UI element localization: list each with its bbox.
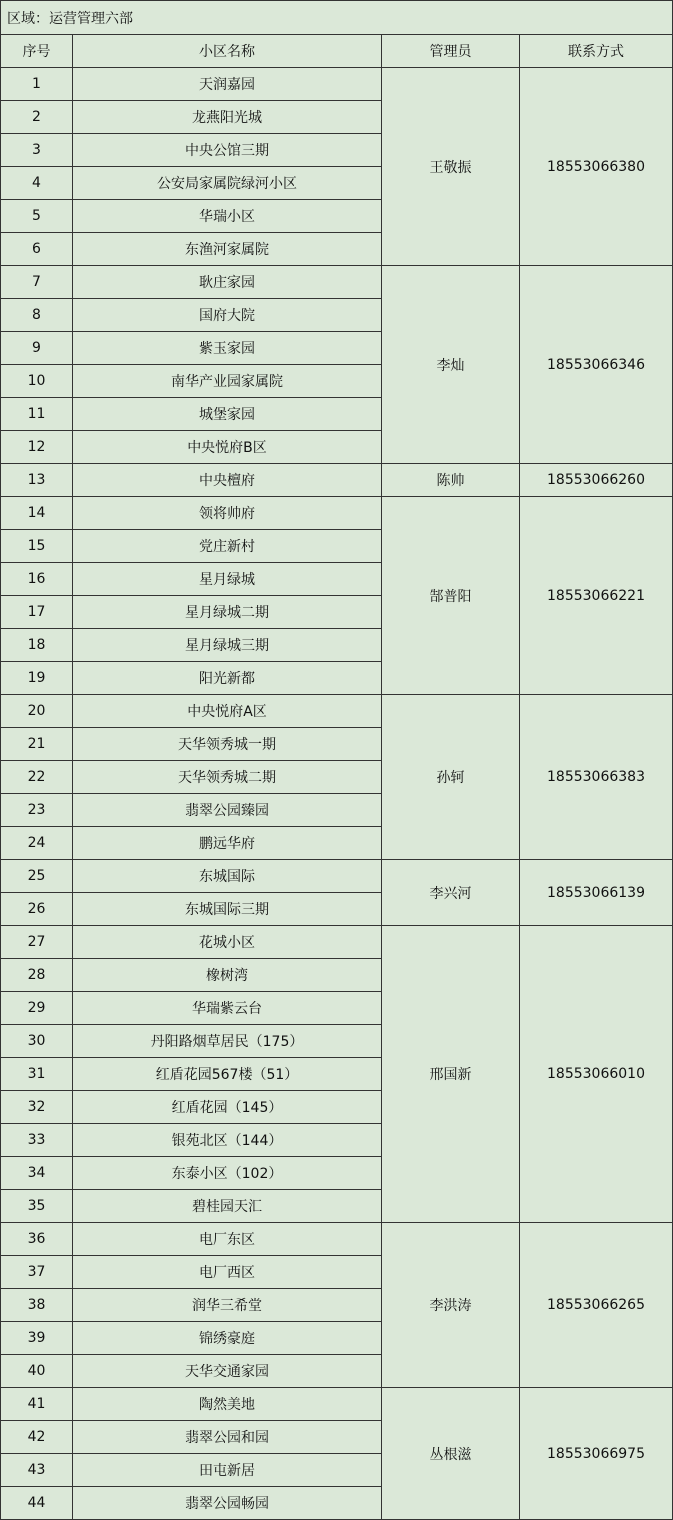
community-name: 锦绣豪庭 [73,1322,382,1355]
manager-name: 孙轲 [382,695,520,860]
row-index: 7 [1,266,73,299]
row-index: 32 [1,1091,73,1124]
row-index: 40 [1,1355,73,1388]
table-row [1,860,673,893]
community-name: 南华产业园家属院 [73,365,382,398]
community-name: 天华交通家园 [73,1355,382,1388]
community-name: 翡翠公园畅园 [73,1487,382,1520]
row-index: 20 [1,695,73,728]
community-name: 天润嘉园 [73,68,382,101]
row-index: 10 [1,365,73,398]
row-index: 37 [1,1256,73,1289]
community-name: 润华三希堂 [73,1289,382,1322]
community-name: 橡树湾 [73,959,382,992]
row-index: 14 [1,497,73,530]
row-index: 12 [1,431,73,464]
community-name: 星月绿城 [73,563,382,596]
row-index: 44 [1,1487,73,1520]
row-index: 9 [1,332,73,365]
community-name: 田屯新居 [73,1454,382,1487]
row-index: 31 [1,1058,73,1091]
row-index: 21 [1,728,73,761]
community-name: 东泰小区（102） [73,1157,382,1190]
manager-name: 李灿 [382,266,520,464]
row-index: 30 [1,1025,73,1058]
row-index: 4 [1,167,73,200]
row-index: 24 [1,827,73,860]
row-index: 34 [1,1157,73,1190]
row-index: 36 [1,1223,73,1256]
row-index: 13 [1,464,73,497]
row-index: 16 [1,563,73,596]
manager-name: 陈帅 [382,464,520,497]
community-name: 华瑞紫云台 [73,992,382,1025]
community-name: 东城国际 [73,860,382,893]
community-name: 电厂西区 [73,1256,382,1289]
community-name: 阳光新都 [73,662,382,695]
community-name: 城堡家园 [73,398,382,431]
manager-name: 丛根滋 [382,1388,520,1520]
row-index: 26 [1,893,73,926]
community-name: 红盾花园（145） [73,1091,382,1124]
row-index: 43 [1,1454,73,1487]
row-index: 25 [1,860,73,893]
manager-phone: 18553066383 [520,695,673,860]
manager-phone: 18553066380 [520,68,673,266]
manager-phone: 18553066265 [520,1223,673,1388]
community-name: 天华领秀城二期 [73,761,382,794]
community-name: 公安局家属院绿河小区 [73,167,382,200]
header-row [1,35,673,68]
community-name: 碧桂园天汇 [73,1190,382,1223]
community-name: 天华领秀城一期 [73,728,382,761]
table-row [1,266,673,299]
row-index: 18 [1,629,73,662]
row-index: 19 [1,662,73,695]
community-name: 耿庄家园 [73,266,382,299]
region-row [1,1,673,35]
row-index: 39 [1,1322,73,1355]
community-name: 中央悦府A区 [73,695,382,728]
community-name: 陶然美地 [73,1388,382,1421]
table-row [1,464,673,497]
community-name: 中央公馆三期 [73,134,382,167]
row-index: 17 [1,596,73,629]
row-index: 33 [1,1124,73,1157]
community-name: 东渔河家属院 [73,233,382,266]
community-name: 龙燕阳光城 [73,101,382,134]
row-index: 35 [1,1190,73,1223]
community-name: 东城国际三期 [73,893,382,926]
community-name: 星月绿城三期 [73,629,382,662]
community-name: 星月绿城二期 [73,596,382,629]
manager-phone: 18553066139 [520,860,673,926]
header-community-name: 小区名称 [73,35,382,68]
community-name: 银苑北区（144） [73,1124,382,1157]
manager-phone: 18553066346 [520,266,673,464]
region-title: 区域：运营管理六部 [1,1,673,35]
row-index: 6 [1,233,73,266]
manager-phone: 18553066010 [520,926,673,1223]
row-index: 42 [1,1421,73,1454]
row-index: 15 [1,530,73,563]
community-name: 花城小区 [73,926,382,959]
table-row [1,1388,673,1421]
header-index: 序号 [1,35,73,68]
manager-name: 李兴河 [382,860,520,926]
row-index: 38 [1,1289,73,1322]
row-index: 2 [1,101,73,134]
table-row [1,695,673,728]
community-name: 中央悦府B区 [73,431,382,464]
table-body [1,68,673,1520]
community-name: 翡翠公园臻园 [73,794,382,827]
header-manager: 管理员 [382,35,520,68]
row-index: 29 [1,992,73,1025]
manager-name: 郜普阳 [382,497,520,695]
community-name: 翡翠公园和园 [73,1421,382,1454]
row-index: 41 [1,1388,73,1421]
community-name: 红盾花园567楼（51） [73,1058,382,1091]
manager-phone: 18553066260 [520,464,673,497]
community-name: 中央檀府 [73,464,382,497]
manager-phone: 18553066221 [520,497,673,695]
manager-phone: 18553066975 [520,1388,673,1520]
row-index: 22 [1,761,73,794]
community-name: 国府大院 [73,299,382,332]
row-index: 8 [1,299,73,332]
header-phone: 联系方式 [520,35,673,68]
manager-name: 王敬振 [382,68,520,266]
community-name: 领将帅府 [73,497,382,530]
row-index: 28 [1,959,73,992]
manager-name: 邢国新 [382,926,520,1223]
community-name: 华瑞小区 [73,200,382,233]
row-index: 23 [1,794,73,827]
community-name: 紫玉家园 [73,332,382,365]
table-row [1,926,673,959]
community-name: 鹏远华府 [73,827,382,860]
manager-name: 李洪涛 [382,1223,520,1388]
community-name: 党庄新村 [73,530,382,563]
community-name: 电厂东区 [73,1223,382,1256]
row-index: 11 [1,398,73,431]
row-index: 3 [1,134,73,167]
row-index: 1 [1,68,73,101]
table-row [1,497,673,530]
table-row [1,1223,673,1256]
row-index: 27 [1,926,73,959]
row-index: 5 [1,200,73,233]
community-name: 丹阳路烟草居民（175） [73,1025,382,1058]
table-row [1,68,673,101]
